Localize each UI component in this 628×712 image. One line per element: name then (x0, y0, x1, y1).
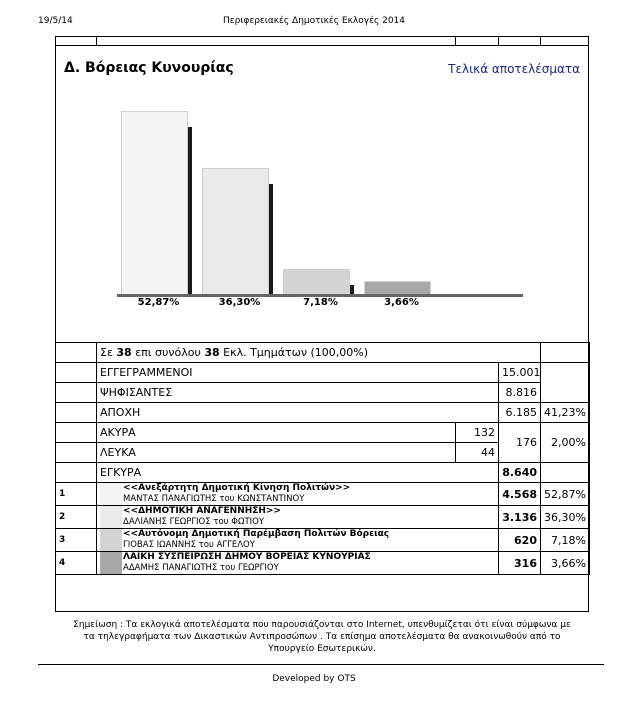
voted-row (56, 383, 590, 403)
party-name: ΛΑΪΚΗ ΣΥΣΠΕΙΡΩΣΗ ΔΗΜΟΥ ΒΟΡΕΙΑΣ ΚΥΝΟΥΡΙΑΣ (123, 552, 371, 562)
sections-row (56, 343, 590, 363)
registered-value: 15.001 (499, 363, 541, 383)
valid-label: ΕΓΚΥΡΑ (97, 463, 499, 483)
party-row (56, 529, 590, 552)
party-name: <<Ανεξάρτητη Δημοτική Κίνηση Πολιτών>> (123, 483, 351, 493)
blank-value: 44 (456, 443, 499, 463)
party-row (56, 483, 590, 506)
bar (121, 111, 188, 294)
party-votes: 620 (499, 529, 541, 552)
strip-divider (455, 37, 456, 45)
bar-percent-label: 7,18% (303, 297, 338, 308)
results-table (55, 342, 590, 575)
party-pct: 52,87% (541, 483, 590, 506)
party-candidate: ΓΙΟΒΑΣ ΙΩΑΝΝΗΣ του ΑΓΓΕΛΟΥ (123, 540, 255, 550)
valid-row (56, 463, 590, 483)
party-cell (97, 483, 499, 506)
top-strip (56, 37, 588, 46)
party-cell (97, 529, 499, 552)
results-status: Τελικά αποτελέσματα (448, 62, 580, 76)
party-color-swatch (100, 529, 122, 551)
page-header-title: Περιφερειακές Δημοτικές Εκλογές 2014 (223, 16, 405, 26)
party-candidate: ΑΔΑΜΗΣ ΠΑΝΑΓΙΩΤΗΣ του ΓΕΩΡΓΙΟΥ (123, 563, 279, 573)
abstention-label: ΑΠΟΧΗ (97, 403, 499, 423)
valid-value: 8.640 (499, 463, 541, 483)
strip-divider (498, 37, 499, 45)
party-candidate: ΜΑΝΤΑΣ ΠΑΝΑΓΙΩΤΗΣ του ΚΩΝΣΤΑΝΤΙΝΟΥ (123, 494, 305, 504)
municipality-title: Δ. Βόρειας Κυνουρίας (64, 60, 234, 76)
registered-label: ΕΓΓΕΓΡΑΜΜΕΝΟΙ (97, 363, 499, 383)
bar-shadow (188, 127, 192, 294)
strip-divider (540, 37, 541, 45)
bar-percent-label: 3,66% (384, 297, 419, 308)
bar-shadow (269, 184, 273, 294)
party-pct: 3,66% (541, 552, 590, 575)
party-rank: 2 (56, 506, 97, 529)
bar (364, 281, 431, 294)
invalid-blank-total: 176 (499, 423, 541, 463)
abstention-value: 6.185 (499, 403, 541, 423)
party-name: <<ΔΗΜΟΤΙΚΗ ΑΝΑΓΕΝΝΗΣΗ>> (123, 506, 282, 516)
footer-divider (38, 664, 604, 665)
invalid-row (56, 423, 590, 443)
blank-label: ΛΕΥΚΑ (97, 443, 456, 463)
abstention-row (56, 403, 590, 423)
abstention-pct: 41,23% (541, 403, 590, 423)
voted-value: 8.816 (499, 383, 541, 403)
party-color-swatch (100, 552, 122, 574)
party-rank: 1 (56, 483, 97, 506)
party-row (56, 506, 590, 529)
invalid-blank-pct: 2,00% (541, 423, 590, 463)
registered-row (56, 363, 590, 383)
bar-shadow (350, 285, 354, 294)
disclaimer-note: Σημείωση : Τα εκλογικά αποτελέσματα που παρουσιάζονται στο Internet, υπενθυμίζεται ότι είναι σύμφωνα με τα τηλεγραφήματα των Δικαστικών Αντιπροσώπων . Τα επίσημα αποτελέσματα θα ανακοινωθούν από το Υπουργείο Εσωτερικών. (73, 620, 571, 654)
party-color-swatch (100, 483, 122, 505)
bar (283, 269, 350, 294)
party-pct: 7,18% (541, 529, 590, 552)
party-candidate: ΔΑΛΙΑΝΗΣ ΓΕΩΡΓΙΟΣ του ΦΩΤΙΟΥ (123, 517, 265, 527)
chart-baseline (117, 294, 523, 297)
party-votes: 316 (499, 552, 541, 575)
party-cell (97, 552, 499, 575)
party-votes: 4.568 (499, 483, 541, 506)
bar-percent-label: 52,87% (137, 297, 180, 308)
voted-label: ΨΗΦΙΣΑΝΤΕΣ (97, 383, 499, 403)
print-date: 19/5/14 (38, 16, 73, 26)
party-rank: 3 (56, 529, 97, 552)
invalid-value: 132 (456, 423, 499, 443)
developer-credit: Developed by OTS (272, 674, 356, 684)
party-name: <<Αυτόνομη Δημοτική Παρέμβαση Πολιτών Βόρειας (123, 529, 390, 539)
party-cell (97, 506, 499, 529)
party-row (56, 552, 590, 575)
strip-divider (96, 37, 97, 45)
sections-summary: Σε 38 επι συνόλου 38 Εκλ. Τμημάτων (100,00%) (97, 343, 541, 363)
invalid-label: ΑΚΥΡΑ (97, 423, 456, 443)
party-votes: 3.136 (499, 506, 541, 529)
party-pct: 36,30% (541, 506, 590, 529)
party-rank: 4 (56, 552, 97, 575)
party-color-swatch (100, 506, 122, 528)
bar-percent-label: 36,30% (218, 297, 261, 308)
bar (202, 168, 269, 294)
